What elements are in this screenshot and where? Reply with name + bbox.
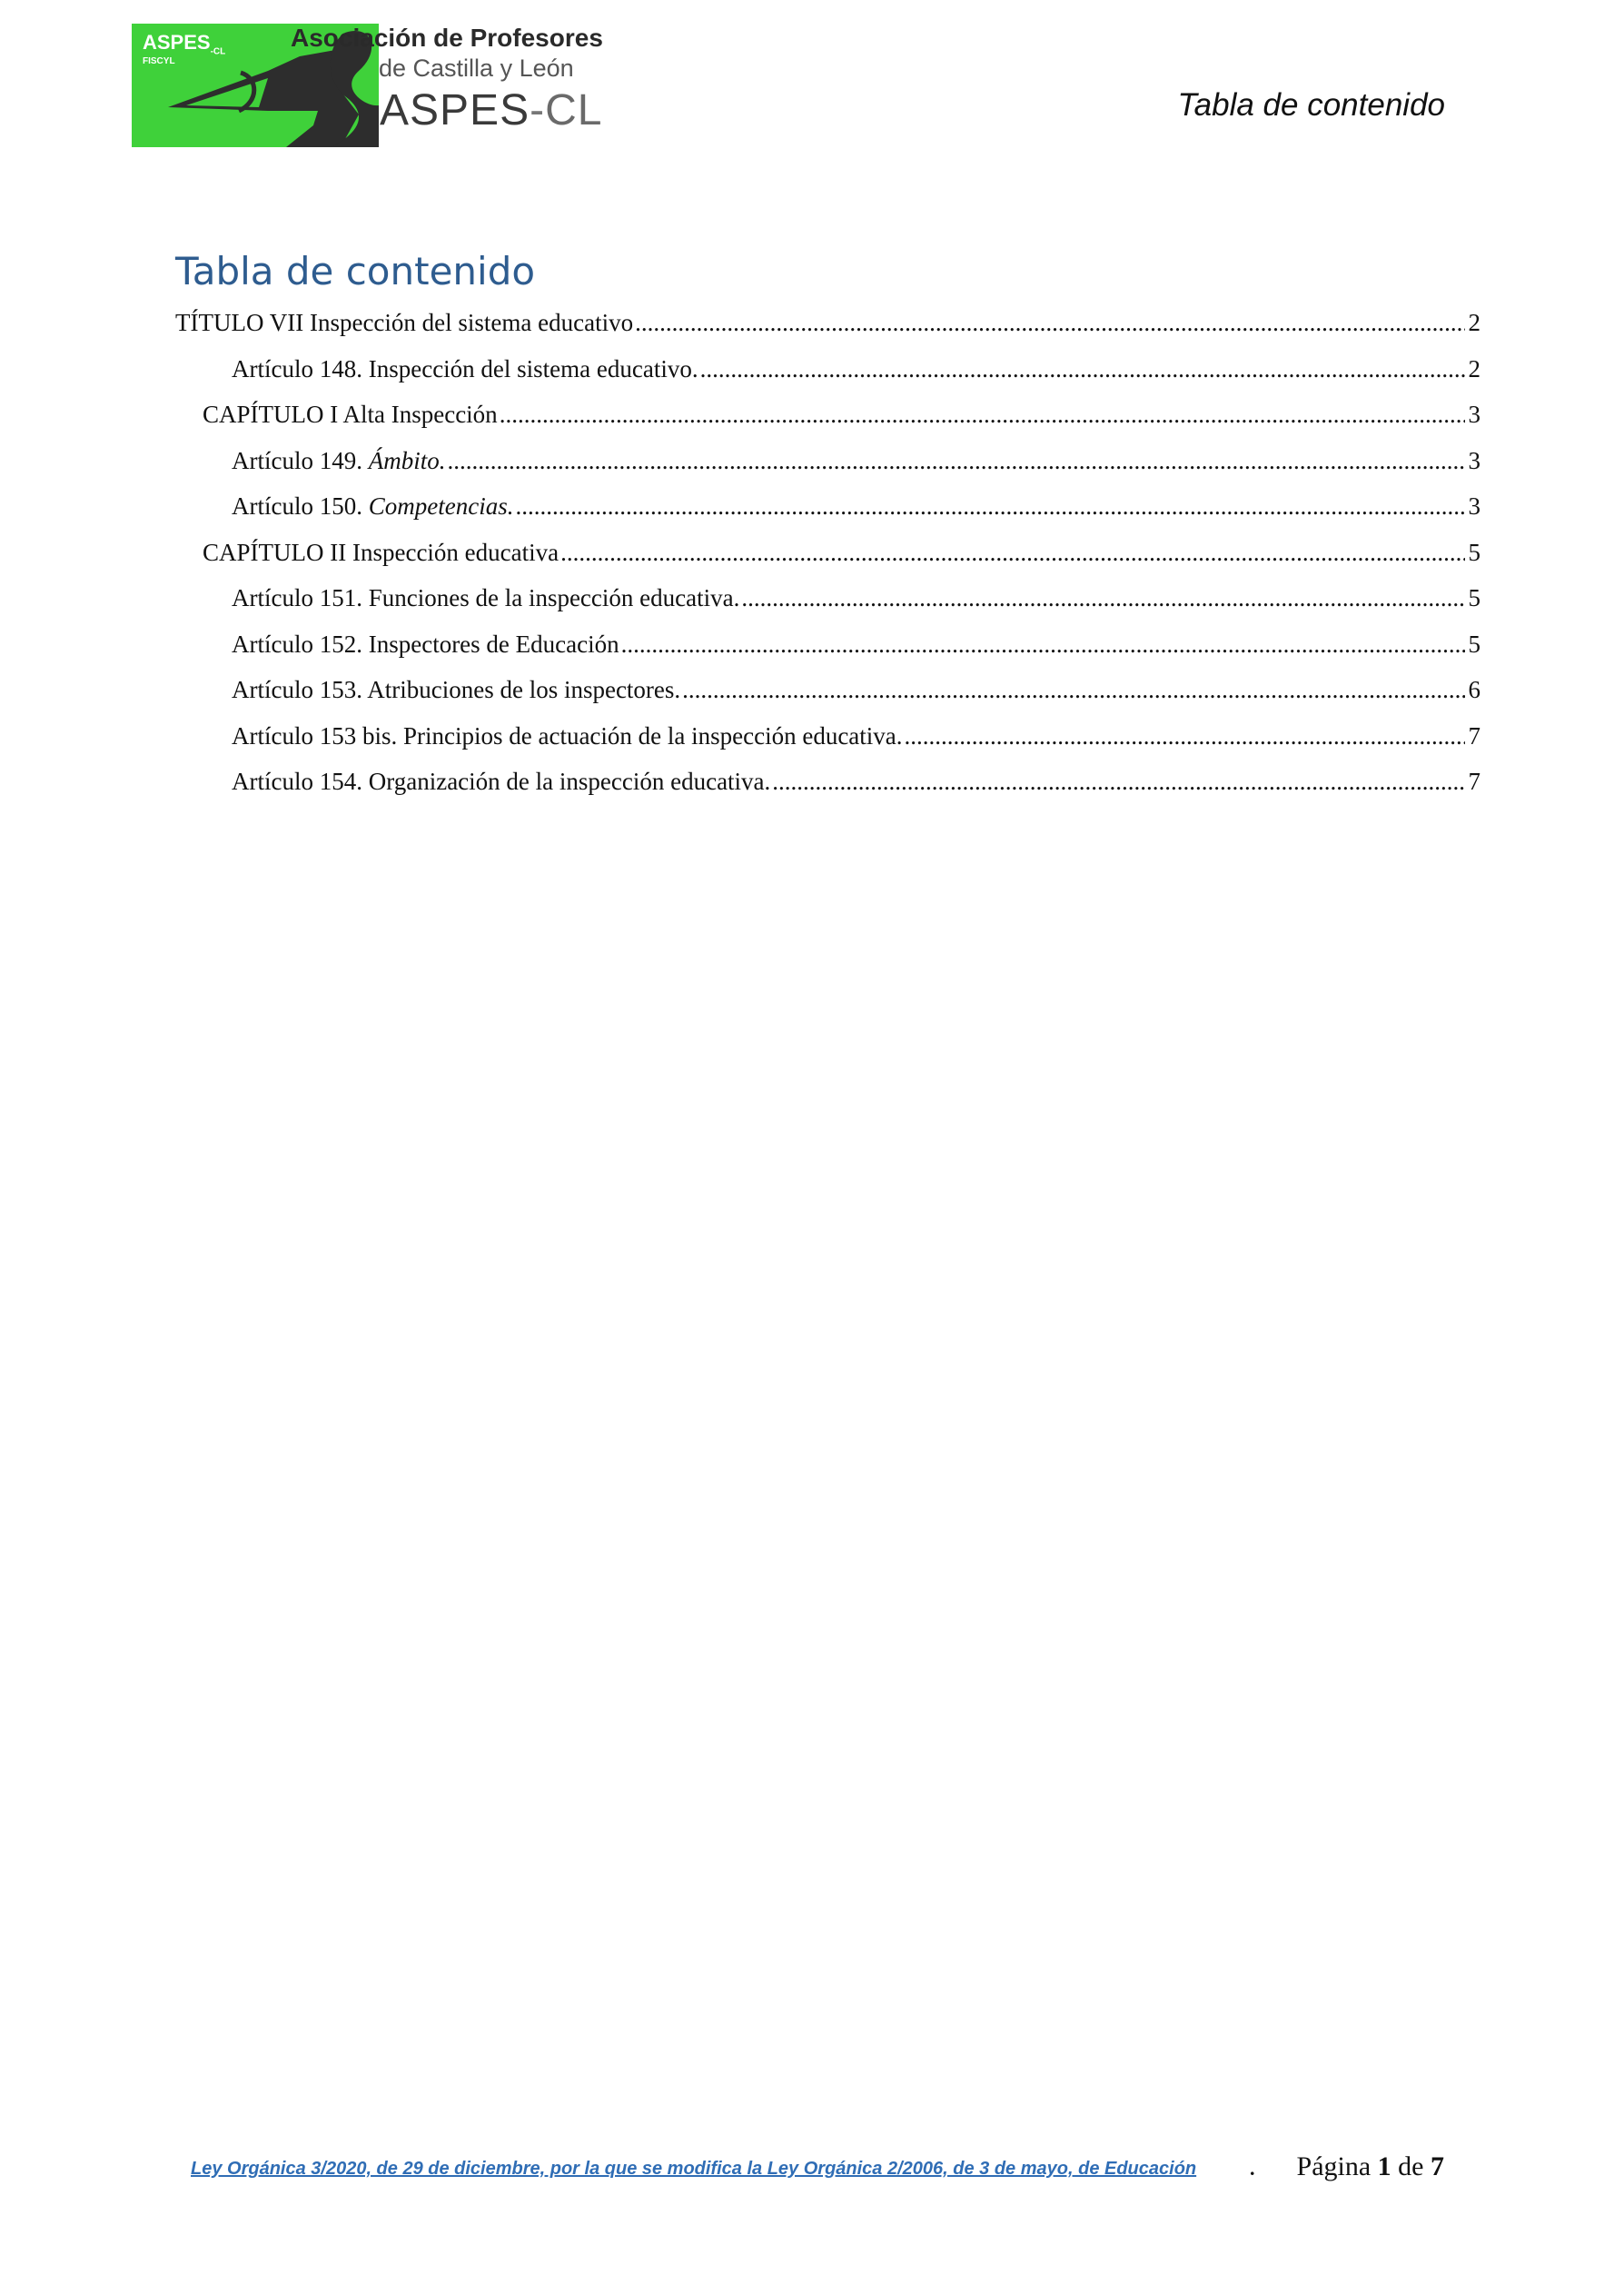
logo-org-line2: de Castilla y León [379,55,574,82]
toc-entry-page: 7 [1468,721,1480,750]
logo-org-line1: Asociación de Profesores [291,24,603,52]
toc-entry-page: 5 [1468,538,1480,566]
toc-leader-dots [515,483,1464,529]
toc-entry-label: Artículo 149. Ámbito. [232,446,446,474]
logo-brand: ASPES-CL [380,86,603,134]
toc-leader-dots [905,713,1465,759]
toc-entry[interactable] [175,346,1480,392]
toc-entry-page: 5 [1468,584,1480,611]
toc-leader-dots [500,392,1465,437]
toc-entry[interactable] [175,759,1480,805]
toc-list [175,300,1480,805]
toc-leader-dots [700,346,1465,392]
toc-heading: Tabla de contenido [175,249,536,293]
toc-entry[interactable] [175,713,1480,760]
toc-entry-page: 2 [1468,354,1480,382]
toc-entry-page: 7 [1468,768,1480,795]
toc-leader-dots [621,621,1465,667]
toc-entry[interactable] [175,575,1480,621]
toc-entry-label: Artículo 150. Competencias. [232,492,514,520]
toc-entry-label: Artículo 154. Organización de la inspección educativa. [232,768,771,795]
toc-entry-label: Artículo 151. Funciones de la inspección educativa. [232,584,740,611]
toc-leader-dots [447,438,1464,483]
toc-entry[interactable] [175,483,1480,530]
toc-entry[interactable] [175,300,1480,346]
toc-entry-page: 5 [1468,630,1480,658]
toc-entry-page: 2 [1468,309,1480,336]
toc-leader-dots [741,575,1464,621]
toc-entry-label: Artículo 152. Inspectores de Educación [232,630,619,658]
footer-period: . [1250,2157,1255,2180]
toc-entry[interactable] [175,392,1480,438]
toc-entry-label: Artículo 148. Inspección del sistema educativo. [232,354,698,382]
logo [132,24,603,151]
toc-leader-dots [560,530,1464,575]
logo-badge: $ASPES_{-CL}$ [143,31,226,57]
toc-leader-dots [772,759,1464,804]
toc-leader-dots [635,300,1464,345]
toc-entry-page: 3 [1468,492,1480,520]
header-title: Tabla de contenido [1177,87,1445,123]
toc-entry[interactable] [175,667,1480,713]
toc-entry-page: 6 [1468,676,1480,703]
toc-entry-label: CAPÍTULO I Alta Inspección [203,401,498,428]
toc-entry-page: 3 [1468,401,1480,428]
toc-entry-page: 3 [1468,446,1480,474]
toc-entry[interactable] [175,530,1480,576]
toc-entry-label: Artículo 153. Atribuciones de los inspectores. [232,676,681,703]
footer-law-link[interactable]: Ley Orgánica 3/2020, de 29 de diciembre, por la que se modifica la Ley Orgánica 2/2006, de 3 de mayo, de Educación [191,2159,1197,2179]
logo-badge-small: FISCYL [143,56,175,66]
toc-entry-label: CAPÍTULO II Inspección educativa [203,538,559,566]
toc-leader-dots [682,667,1464,712]
toc-entry-label: TÍTULO VII Inspección del sistema educativo [175,309,634,336]
footer [191,2151,1444,2188]
toc-entry-label: Artículo 153 bis. Principios de actuación de la inspección educativa. [232,721,903,750]
toc-entry[interactable] [175,438,1480,484]
toc-entry[interactable] [175,621,1480,668]
page-number: Página 1 de 7 [1296,2151,1444,2181]
